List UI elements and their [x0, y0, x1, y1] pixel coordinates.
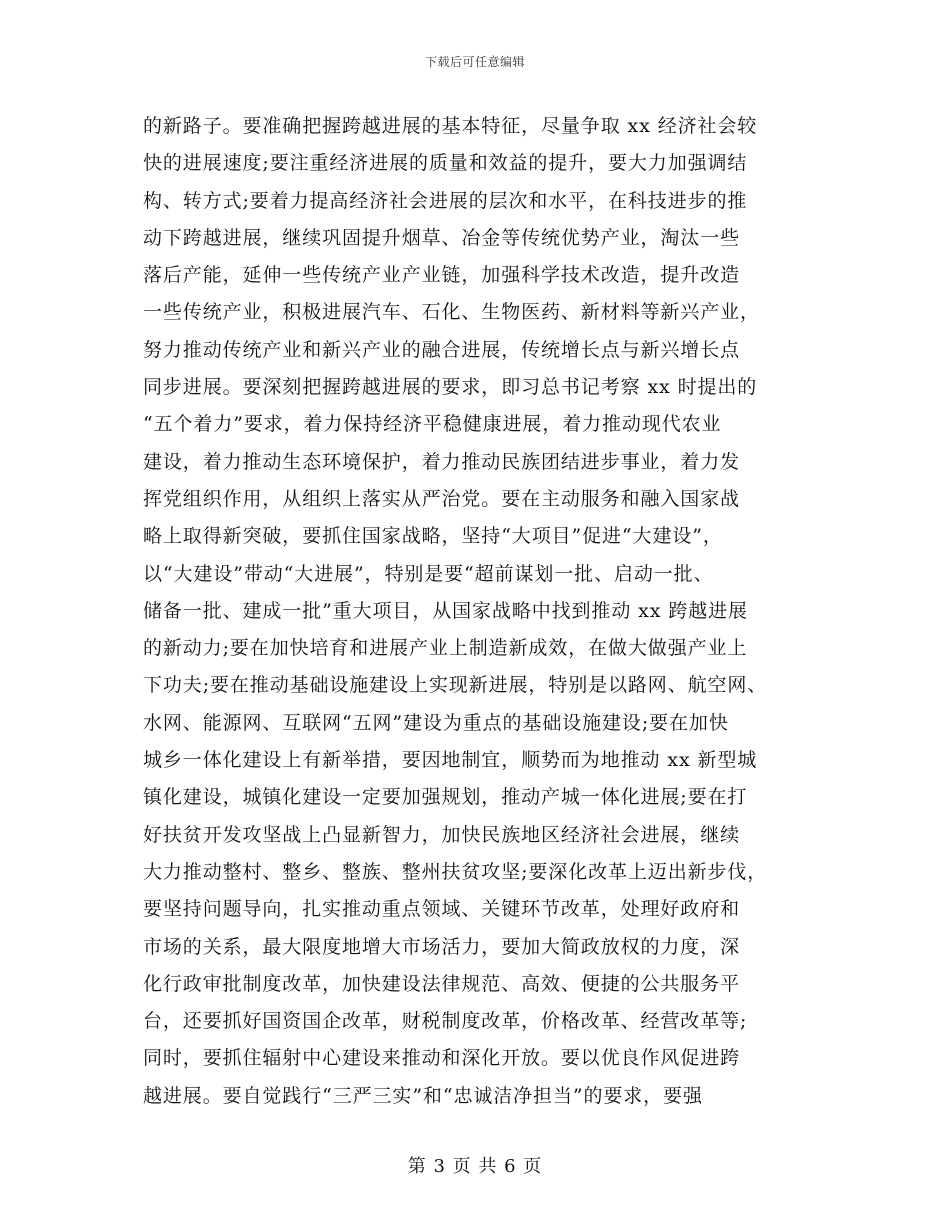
text-line: 下功夫;要在推动基础设施建设上实现新进展，特别是以路网、航空网、 [143, 674, 768, 697]
text-line: 水网、能源网、互联网“五网”建设为重点的基础设施建设;要在加快 [143, 711, 729, 734]
text-line: 略上取得新突破，要抓住国家战略，坚持“大项目”促进“大建设”， [143, 525, 723, 548]
document-body [143, 108, 823, 1115]
text-line: 同时，要抓住辐射中心建设来推动和深化开放。要以优良作风促进跨 [143, 1047, 741, 1070]
text-line: 越进展。要自觉践行“三严三实”和“忠诚洁净担当”的要求，要强 [143, 1084, 703, 1107]
text-line: 化行政审批制度改革，加快建设法律规范、高效、便捷的公共服务平 [143, 972, 741, 995]
text-line: 同步进展。要深刻把握跨越进展的要求，即习总书记考察 xx 时提出的 [143, 376, 758, 399]
text-line: 市场的关系，最大限度地增大市场活力，要加大简政放权的力度，深 [143, 935, 741, 958]
text-line: 一些传统产业，积极进展汽车、石化、生物医药、新材料等新兴产业， [143, 301, 760, 324]
text-line: 落后产能，延伸一些传统产业产业链，加强科学技术改造，提升改造 [143, 264, 741, 287]
text-line: “五个着力”要求，着力保持经济平稳健康进展，着力推动现代农业 [143, 413, 722, 436]
text-line: 台，还要抓好国资国企改革，财税制度改革，价格改革、经营改革等; [143, 1010, 748, 1033]
text-line: 建设，着力推动生态环境保护，着力推动民族团结进步事业，着力发 [143, 450, 741, 473]
text-line: 好扶贫开发攻坚战上凸显新智力，加快民族地区经济社会进展，继续 [143, 823, 741, 846]
text-line: 的新动力;要在加快培育和进展产业上制造新成效，在做大做强产业上 [143, 637, 748, 660]
text-line: 快的进展速度;要注重经济进展的质量和效益的提升，要大力加强调结 [143, 152, 748, 175]
text-line: 大力推动整村、整乡、整族、整州扶贫攻坚;要深化改革上迈出新步伐， [143, 860, 768, 883]
text-line: 镇化建设，城镇化建设一定要加强规划，推动产城一体化进展;要在打 [143, 786, 748, 809]
text-line: 动下跨越进展，继续巩固提升烟草、冶金等传统优势产业，淘汰一些 [143, 226, 741, 249]
text-line: 要坚持问题导向，扎实推动重点领域、关键环节改革，处理好政府和 [143, 898, 741, 921]
text-line: 储备一批、建成一批”重大项目，从国家战略中找到推动 xx 跨越进展 [143, 599, 748, 622]
text-line: 努力推动传统产业和新兴产业的融合进展，传统增长点与新兴增长点 [143, 338, 741, 361]
page-footer: 第 3 页 共 6 页 [407, 1156, 543, 1177]
text-line: 的新路子。要准确把握跨越进展的基本特征，尽量争取 xx 经济社会较 [143, 115, 758, 137]
text-line: 以“大建设”带动“大进展”，特别是要“超前谋划一批、启动一批、 [143, 562, 714, 585]
page-header: 下载后可任意编辑 [424, 55, 525, 69]
text-line: 城乡一体化建设上有新举措，要因地制宜，顺势而为地推动 xx 新型城 [143, 749, 758, 772]
text-line: 挥党组织作用，从组织上落实从严治党。要在主动服务和融入国家战 [143, 487, 741, 510]
text-line: 构、转方式;要着力提高经济社会进展的层次和水平，在科技进步的推 [143, 189, 748, 212]
